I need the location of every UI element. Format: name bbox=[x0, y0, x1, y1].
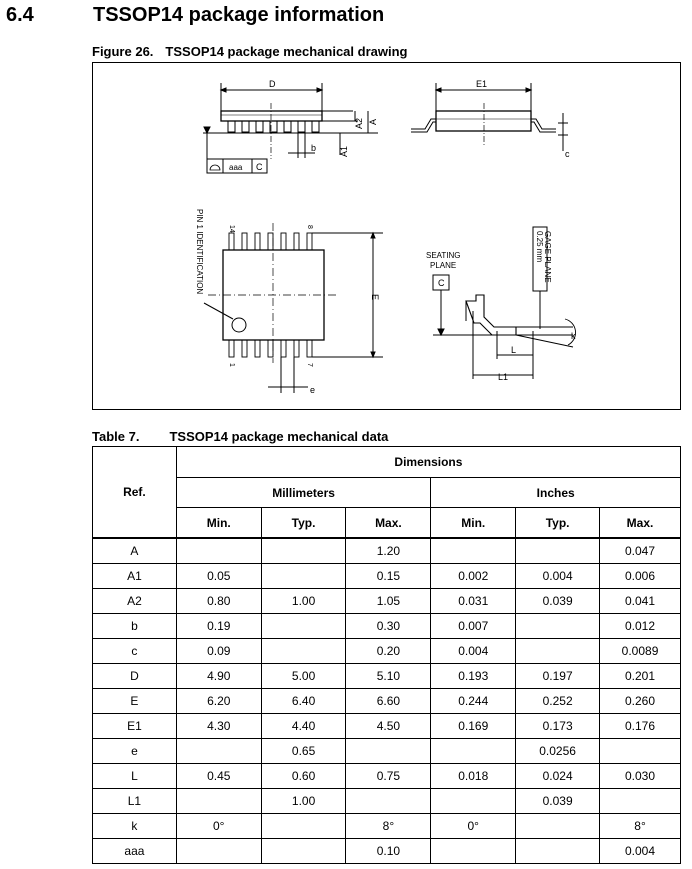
cell: 1.00 bbox=[261, 589, 346, 614]
cell: 8° bbox=[346, 814, 431, 839]
cell: 0.20 bbox=[346, 639, 431, 664]
table-caption-number: Table 7. bbox=[92, 429, 140, 444]
label-seating-2: PLANE bbox=[430, 261, 457, 270]
cell: 0.039 bbox=[516, 789, 600, 814]
label-gage-1: 0.25 mm bbox=[535, 231, 544, 263]
table-caption-text: TSSOP14 package mechanical data bbox=[169, 429, 389, 444]
cell bbox=[346, 789, 431, 814]
cell: 0.030 bbox=[600, 764, 681, 789]
cell bbox=[431, 789, 516, 814]
cell: 4.40 bbox=[261, 714, 346, 739]
header-mm-max: Max. bbox=[346, 508, 431, 539]
cell bbox=[431, 839, 516, 864]
mechanical-drawing-svg bbox=[93, 63, 682, 411]
cell: 0.047 bbox=[600, 538, 681, 564]
label-gage-2: GAGE PLANE bbox=[543, 231, 552, 283]
cell-ref: e bbox=[93, 739, 177, 764]
cell: 5.10 bbox=[346, 664, 431, 689]
cell bbox=[600, 789, 681, 814]
cell bbox=[516, 839, 600, 864]
cell-ref: aaa bbox=[93, 839, 177, 864]
table-row bbox=[93, 589, 681, 614]
label-D: D bbox=[269, 79, 276, 89]
label-E1: E1 bbox=[476, 79, 488, 89]
cell: 4.90 bbox=[176, 664, 261, 689]
cell bbox=[516, 639, 600, 664]
label-A2: A2 bbox=[354, 117, 364, 129]
cell bbox=[261, 614, 346, 639]
table-row bbox=[93, 814, 681, 839]
cell: 0.0089 bbox=[600, 639, 681, 664]
table-caption bbox=[92, 429, 388, 444]
cell: 0.024 bbox=[516, 764, 600, 789]
header-mm-typ: Typ. bbox=[261, 508, 346, 539]
top-view bbox=[195, 209, 383, 395]
header-in-typ: Typ. bbox=[516, 508, 600, 539]
cell: 4.30 bbox=[176, 714, 261, 739]
cell-ref: L1 bbox=[93, 789, 177, 814]
cell: 0.65 bbox=[261, 739, 346, 764]
figure-caption-text: TSSOP14 package mechanical drawing bbox=[165, 44, 408, 59]
table-row bbox=[93, 739, 681, 764]
cell: 6.40 bbox=[261, 689, 346, 714]
label-seating-1: SEATING bbox=[426, 251, 461, 260]
cell: 0.004 bbox=[516, 564, 600, 589]
cell bbox=[176, 739, 261, 764]
cell bbox=[346, 739, 431, 764]
cell: 0.30 bbox=[346, 614, 431, 639]
cell: 1.20 bbox=[346, 538, 431, 564]
table-row bbox=[93, 538, 681, 564]
cell: 0.75 bbox=[346, 764, 431, 789]
cell: 0.012 bbox=[600, 614, 681, 639]
cell: 0.041 bbox=[600, 589, 681, 614]
label-pin7: 7 bbox=[306, 363, 313, 367]
cell: 0.201 bbox=[600, 664, 681, 689]
cell bbox=[176, 789, 261, 814]
cell: 4.50 bbox=[346, 714, 431, 739]
table-row bbox=[93, 714, 681, 739]
cell-ref: A1 bbox=[93, 564, 177, 589]
cell: 0.10 bbox=[346, 839, 431, 864]
section-number: 6.4 bbox=[6, 4, 34, 26]
table-row bbox=[93, 689, 681, 714]
end-view bbox=[411, 79, 570, 159]
package-drawing bbox=[92, 62, 681, 410]
table-row bbox=[93, 564, 681, 589]
cell bbox=[431, 739, 516, 764]
cell: 0.244 bbox=[431, 689, 516, 714]
cell: 6.60 bbox=[346, 689, 431, 714]
label-A: A bbox=[368, 118, 378, 125]
cell bbox=[261, 839, 346, 864]
table-row bbox=[93, 639, 681, 664]
cell: 1.05 bbox=[346, 589, 431, 614]
cell: 5.00 bbox=[261, 664, 346, 689]
label-E: E bbox=[370, 294, 380, 301]
label-pin1: 1 bbox=[228, 363, 235, 367]
lead-detail bbox=[426, 227, 576, 382]
figure-caption bbox=[92, 44, 407, 59]
cell bbox=[516, 538, 600, 564]
label-e: e bbox=[310, 385, 316, 395]
cell-ref: E bbox=[93, 689, 177, 714]
cell: 8° bbox=[600, 814, 681, 839]
cell: 0.197 bbox=[516, 664, 600, 689]
table-row bbox=[93, 764, 681, 789]
label-c: c bbox=[565, 149, 570, 159]
cell: 0.006 bbox=[600, 564, 681, 589]
label-pin1-identification: PIN 1 IDENTIFICATION bbox=[195, 209, 204, 295]
cell: 0.193 bbox=[431, 664, 516, 689]
figure-caption-number: Figure 26. bbox=[92, 44, 154, 59]
cell: 0.169 bbox=[431, 714, 516, 739]
cell bbox=[516, 614, 600, 639]
cell: 0.004 bbox=[431, 639, 516, 664]
cell bbox=[261, 564, 346, 589]
cell bbox=[516, 814, 600, 839]
table-row bbox=[93, 614, 681, 639]
cell-ref: k bbox=[93, 814, 177, 839]
header-dimensions: Dimensions bbox=[176, 447, 680, 478]
cell bbox=[176, 839, 261, 864]
cell: 0.05 bbox=[176, 564, 261, 589]
label-aaa: aaa bbox=[229, 163, 243, 172]
cell: 0.252 bbox=[516, 689, 600, 714]
cell bbox=[431, 538, 516, 564]
mechanical-data-table bbox=[92, 446, 681, 864]
header-ref: Ref. bbox=[93, 447, 177, 539]
cell: 0.09 bbox=[176, 639, 261, 664]
label-L: L bbox=[511, 345, 517, 355]
section-title: TSSOP14 package information bbox=[93, 4, 385, 26]
cell-ref: b bbox=[93, 614, 177, 639]
cell: 0.004 bbox=[600, 839, 681, 864]
label-L1: L1 bbox=[498, 372, 509, 382]
header-inches: Inches bbox=[431, 478, 681, 508]
cell: 0.80 bbox=[176, 589, 261, 614]
cell: 0.19 bbox=[176, 614, 261, 639]
label-C-datum: C bbox=[256, 162, 263, 172]
cell: 0.173 bbox=[516, 714, 600, 739]
header-mm-min: Min. bbox=[176, 508, 261, 539]
cell: 0.260 bbox=[600, 689, 681, 714]
cell-ref: D bbox=[93, 664, 177, 689]
cell: 6.20 bbox=[176, 689, 261, 714]
label-pin8: 8 bbox=[306, 225, 313, 229]
cell bbox=[261, 538, 346, 564]
cell-ref: A2 bbox=[93, 589, 177, 614]
cell: 0.002 bbox=[431, 564, 516, 589]
cell: 0.176 bbox=[600, 714, 681, 739]
label-pin14: 14 bbox=[228, 225, 235, 233]
cell bbox=[261, 814, 346, 839]
cell: 0.039 bbox=[516, 589, 600, 614]
header-millimeters: Millimeters bbox=[176, 478, 431, 508]
cell: 0° bbox=[431, 814, 516, 839]
cell: 0.007 bbox=[431, 614, 516, 639]
cell-ref: A bbox=[93, 538, 177, 564]
side-view bbox=[203, 79, 378, 173]
label-b: b bbox=[311, 143, 317, 153]
cell-ref: L bbox=[93, 764, 177, 789]
cell: 0.018 bbox=[431, 764, 516, 789]
cell: 0.45 bbox=[176, 764, 261, 789]
table-row bbox=[93, 664, 681, 689]
table-row bbox=[93, 839, 681, 864]
cell: 0.031 bbox=[431, 589, 516, 614]
label-A1: A1 bbox=[339, 145, 349, 157]
label-C-seating: C bbox=[438, 278, 445, 288]
cell bbox=[261, 639, 346, 664]
cell: 0° bbox=[176, 814, 261, 839]
cell-ref: E1 bbox=[93, 714, 177, 739]
cell bbox=[176, 538, 261, 564]
table-row bbox=[93, 789, 681, 814]
header-in-min: Min. bbox=[431, 508, 516, 539]
cell: 1.00 bbox=[261, 789, 346, 814]
cell: 0.60 bbox=[261, 764, 346, 789]
cell: 0.0256 bbox=[516, 739, 600, 764]
cell-ref: c bbox=[93, 639, 177, 664]
cell: 0.15 bbox=[346, 564, 431, 589]
label-k: k bbox=[571, 331, 576, 341]
cell bbox=[600, 739, 681, 764]
header-in-max: Max. bbox=[600, 508, 681, 539]
